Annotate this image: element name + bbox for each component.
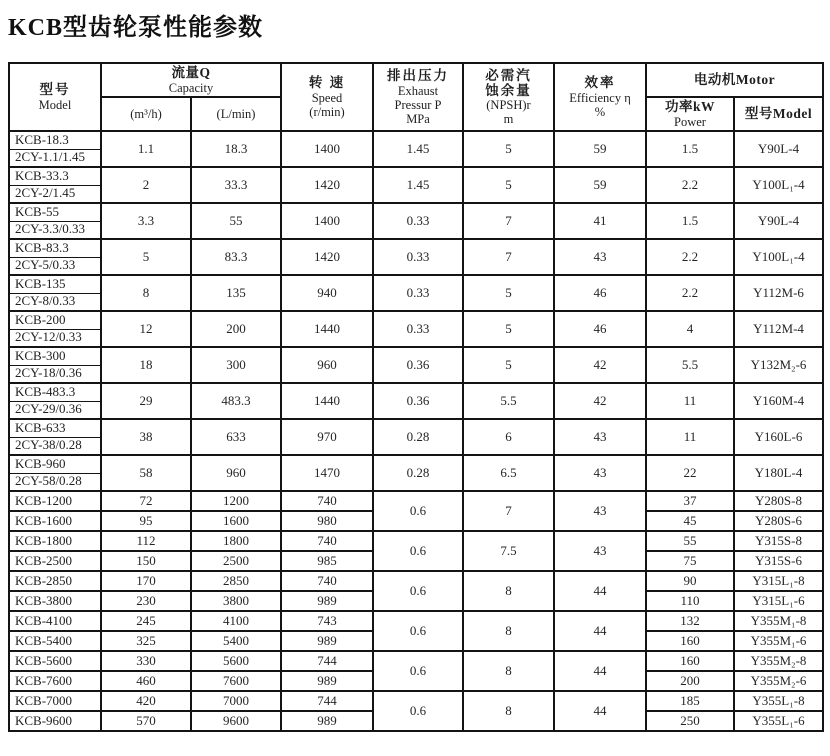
speed-cell: 740 xyxy=(281,491,373,511)
flow-m3h-cell: 230 xyxy=(101,591,191,611)
speed-cell: 744 xyxy=(281,651,373,671)
motor-model-cell: Y90L-4 xyxy=(734,131,823,167)
power-cell: 2.2 xyxy=(646,275,734,311)
header-npsh-unit: m xyxy=(503,112,514,127)
flow-lmin-cell: 5600 xyxy=(191,651,281,671)
table-row xyxy=(9,651,823,671)
speed-cell: 989 xyxy=(281,671,373,691)
power-cell: 2.2 xyxy=(646,239,734,275)
header-motor-power xyxy=(646,97,734,131)
header-motor-power-en: Power xyxy=(674,114,706,129)
efficiency-cell: 43 xyxy=(554,531,646,571)
flow-m3h-cell: 18 xyxy=(101,347,191,383)
flow-lmin-cell: 300 xyxy=(191,347,281,383)
npsh-cell: 5.5 xyxy=(463,383,554,419)
table-row xyxy=(9,419,823,437)
speed-cell: 1420 xyxy=(281,167,373,203)
power-cell: 1.5 xyxy=(646,131,734,167)
power-cell: 90 xyxy=(646,571,734,591)
header-efficiency-en: Efficiency η xyxy=(569,90,631,105)
model-cell: KCB-483.3 xyxy=(9,383,101,401)
model-cell: KCB-33.3 xyxy=(9,167,101,185)
model-cell: KCB-135 xyxy=(9,275,101,293)
speed-cell: 1440 xyxy=(281,311,373,347)
speed-cell: 989 xyxy=(281,711,373,731)
npsh-cell: 8 xyxy=(463,651,554,691)
flow-lmin-cell: 9600 xyxy=(191,711,281,731)
model-cell: KCB-5600 xyxy=(9,651,101,671)
header-pressure-en2: Pressur P xyxy=(394,97,442,112)
pressure-cell: 0.6 xyxy=(373,651,463,691)
speed-cell: 960 xyxy=(281,347,373,383)
motor-model-cell: Y355M₁-6 xyxy=(734,631,823,651)
motor-model-cell: Y315S-6 xyxy=(734,551,823,571)
header-speed xyxy=(281,63,373,131)
npsh-cell: 7 xyxy=(463,491,554,531)
model-cell: KCB-300 xyxy=(9,347,101,365)
efficiency-cell: 46 xyxy=(554,311,646,347)
model-cell: 2CY-58/0.28 xyxy=(9,473,101,491)
model-cell: KCB-7000 xyxy=(9,691,101,711)
efficiency-cell: 44 xyxy=(554,611,646,651)
speed-cell: 980 xyxy=(281,511,373,531)
header-pressure-en1: Exhaust xyxy=(397,83,439,98)
motor-model-cell: Y355L₁-6 xyxy=(734,711,823,731)
model-cell: KCB-55 xyxy=(9,203,101,221)
npsh-cell: 5 xyxy=(463,347,554,383)
flow-m3h-cell: 12 xyxy=(101,311,191,347)
header-model-zh: 型号 xyxy=(39,82,71,98)
table-row xyxy=(9,347,823,365)
header-npsh-zh2: 蚀余量 xyxy=(485,83,532,98)
motor-model-cell: Y355L₁-8 xyxy=(734,691,823,711)
speed-cell: 740 xyxy=(281,531,373,551)
speed-cell: 989 xyxy=(281,591,373,611)
table-row xyxy=(9,239,823,257)
flow-lmin-cell: 83.3 xyxy=(191,239,281,275)
speed-cell: 1440 xyxy=(281,383,373,419)
efficiency-cell: 42 xyxy=(554,383,646,419)
flow-lmin-cell: 483.3 xyxy=(191,383,281,419)
npsh-cell: 5 xyxy=(463,275,554,311)
model-cell: 2CY-1.1/1.45 xyxy=(9,149,101,167)
speed-cell: 743 xyxy=(281,611,373,631)
power-cell: 185 xyxy=(646,691,734,711)
header-capacity-en: Capacity xyxy=(168,80,214,95)
power-cell: 55 xyxy=(646,531,734,551)
model-cell: KCB-4100 xyxy=(9,611,101,631)
flow-lmin-cell: 1600 xyxy=(191,511,281,531)
flow-lmin-cell: 55 xyxy=(191,203,281,239)
pressure-cell: 0.6 xyxy=(373,691,463,731)
power-cell: 160 xyxy=(646,631,734,651)
efficiency-cell: 43 xyxy=(554,239,646,275)
header-pressure-unit: MPa xyxy=(406,111,430,126)
pressure-cell: 0.6 xyxy=(373,571,463,611)
table-row xyxy=(9,491,823,511)
npsh-cell: 6.5 xyxy=(463,455,554,491)
speed-cell: 1400 xyxy=(281,131,373,167)
header-speed-zh: 转 速 xyxy=(308,75,346,91)
pressure-cell: 1.45 xyxy=(373,167,463,203)
flow-lmin-cell: 960 xyxy=(191,455,281,491)
motor-model-cell: Y90L-4 xyxy=(734,203,823,239)
flow-m3h-cell: 330 xyxy=(101,651,191,671)
power-cell: 75 xyxy=(646,551,734,571)
page-title: KCB型齿轮泵性能参数 xyxy=(8,15,264,41)
motor-model-cell: Y112M-6 xyxy=(734,275,823,311)
header-capacity-zh: 流量Q xyxy=(171,65,211,81)
motor-model-cell: Y160M-4 xyxy=(734,383,823,419)
header-efficiency xyxy=(554,63,646,131)
npsh-cell: 8 xyxy=(463,691,554,731)
model-cell: KCB-1200 xyxy=(9,491,101,511)
npsh-cell: 5 xyxy=(463,167,554,203)
pump-performance-table xyxy=(8,62,824,732)
power-cell: 4 xyxy=(646,311,734,347)
table-row xyxy=(9,383,823,401)
header-npsh-zh1: 必需汽 xyxy=(485,67,532,83)
header-capacity-m3h xyxy=(101,97,191,131)
pressure-cell: 0.33 xyxy=(373,275,463,311)
flow-lmin-cell: 7600 xyxy=(191,671,281,691)
power-cell: 132 xyxy=(646,611,734,631)
speed-cell: 1400 xyxy=(281,203,373,239)
flow-lmin-cell: 135 xyxy=(191,275,281,311)
flow-lmin-cell: 2500 xyxy=(191,551,281,571)
efficiency-cell: 43 xyxy=(554,455,646,491)
pressure-cell: 1.45 xyxy=(373,131,463,167)
motor-model-cell: Y112M-4 xyxy=(734,311,823,347)
power-cell: 160 xyxy=(646,651,734,671)
pressure-cell: 0.33 xyxy=(373,311,463,347)
speed-cell: 970 xyxy=(281,419,373,455)
motor-model-cell: Y100L₁-4 xyxy=(734,167,823,203)
model-cell: KCB-1600 xyxy=(9,511,101,531)
flow-lmin-cell: 33.3 xyxy=(191,167,281,203)
motor-model-cell: Y315L₁-6 xyxy=(734,591,823,611)
pressure-cell: 0.28 xyxy=(373,455,463,491)
model-cell: 2CY-8/0.33 xyxy=(9,293,101,311)
motor-model-cell: Y132M₂-6 xyxy=(734,347,823,383)
model-cell: KCB-9600 xyxy=(9,711,101,731)
flow-m3h-cell: 8 xyxy=(101,275,191,311)
header-row-1 xyxy=(9,63,823,97)
table-row xyxy=(9,275,823,293)
motor-model-cell: Y355M₁-8 xyxy=(734,611,823,631)
header-capacity-lmin xyxy=(191,97,281,131)
model-cell: KCB-1800 xyxy=(9,531,101,551)
flow-m3h-cell: 245 xyxy=(101,611,191,631)
header-pressure-zh: 排出压力 xyxy=(387,68,449,84)
flow-m3h-cell: 460 xyxy=(101,671,191,691)
header-motor-model-label: 型号Model xyxy=(744,106,813,122)
efficiency-cell: 44 xyxy=(554,691,646,731)
pressure-cell: 0.36 xyxy=(373,347,463,383)
power-cell: 5.5 xyxy=(646,347,734,383)
header-speed-unit: (r/min) xyxy=(309,104,345,119)
flow-m3h-cell: 570 xyxy=(101,711,191,731)
motor-model-cell: Y315L₁-8 xyxy=(734,571,823,591)
power-cell: 1.5 xyxy=(646,203,734,239)
flow-m3h-cell: 3.3 xyxy=(101,203,191,239)
npsh-cell: 7.5 xyxy=(463,531,554,571)
flow-lmin-cell: 18.3 xyxy=(191,131,281,167)
speed-cell: 940 xyxy=(281,275,373,311)
flow-m3h-cell: 325 xyxy=(101,631,191,651)
model-cell: 2CY-18/0.36 xyxy=(9,365,101,383)
model-cell: 2CY-5/0.33 xyxy=(9,257,101,275)
power-cell: 37 xyxy=(646,491,734,511)
tbody-double-rows xyxy=(9,131,823,491)
speed-cell: 740 xyxy=(281,571,373,591)
table-row xyxy=(9,611,823,631)
efficiency-cell: 44 xyxy=(554,651,646,691)
table-row xyxy=(9,203,823,221)
model-cell: 2CY-12/0.33 xyxy=(9,329,101,347)
header-efficiency-zh: 效率 xyxy=(584,75,616,91)
table-row xyxy=(9,131,823,149)
model-cell: 2CY-2/1.45 xyxy=(9,185,101,203)
efficiency-cell: 46 xyxy=(554,275,646,311)
tbody-paired-rows xyxy=(9,491,823,731)
speed-cell: 989 xyxy=(281,631,373,651)
power-cell: 2.2 xyxy=(646,167,734,203)
table-row xyxy=(9,167,823,185)
pressure-cell: 0.33 xyxy=(373,239,463,275)
power-cell: 250 xyxy=(646,711,734,731)
pressure-cell: 0.6 xyxy=(373,531,463,571)
header-capacity-m3h-label: (m³/h) xyxy=(130,107,162,121)
header-efficiency-unit: % xyxy=(594,104,606,119)
efficiency-cell: 44 xyxy=(554,571,646,611)
power-cell: 110 xyxy=(646,591,734,611)
model-cell: KCB-200 xyxy=(9,311,101,329)
flow-m3h-cell: 38 xyxy=(101,419,191,455)
header-motor-power-zh: 功率kW xyxy=(664,99,715,115)
flow-lmin-cell: 4100 xyxy=(191,611,281,631)
flow-lmin-cell: 1200 xyxy=(191,491,281,511)
power-cell: 11 xyxy=(646,419,734,455)
flow-m3h-cell: 420 xyxy=(101,691,191,711)
pressure-cell: 0.28 xyxy=(373,419,463,455)
header-motor-zh: 电动机Motor xyxy=(693,72,776,88)
model-cell: KCB-960 xyxy=(9,455,101,473)
motor-model-cell: Y355M₂-8 xyxy=(734,651,823,671)
header-motor xyxy=(646,63,823,97)
model-cell: 2CY-38/0.28 xyxy=(9,437,101,455)
efficiency-cell: 43 xyxy=(554,419,646,455)
flow-m3h-cell: 58 xyxy=(101,455,191,491)
efficiency-cell: 59 xyxy=(554,167,646,203)
flow-m3h-cell: 2 xyxy=(101,167,191,203)
model-cell: KCB-18.3 xyxy=(9,131,101,149)
motor-model-cell: Y180L-4 xyxy=(734,455,823,491)
flow-lmin-cell: 633 xyxy=(191,419,281,455)
header-npsh xyxy=(463,63,554,131)
efficiency-cell: 43 xyxy=(554,491,646,531)
model-cell: 2CY-3.3/0.33 xyxy=(9,221,101,239)
speed-cell: 744 xyxy=(281,691,373,711)
flow-m3h-cell: 150 xyxy=(101,551,191,571)
efficiency-cell: 41 xyxy=(554,203,646,239)
model-cell: KCB-7600 xyxy=(9,671,101,691)
model-cell: KCB-2500 xyxy=(9,551,101,571)
npsh-cell: 5 xyxy=(463,311,554,347)
table-header xyxy=(9,63,823,131)
header-speed-en: Speed xyxy=(311,90,343,105)
flow-lmin-cell: 2850 xyxy=(191,571,281,591)
model-cell: 2CY-29/0.36 xyxy=(9,401,101,419)
model-cell: KCB-633 xyxy=(9,419,101,437)
flow-m3h-cell: 112 xyxy=(101,531,191,551)
efficiency-cell: 42 xyxy=(554,347,646,383)
table-row xyxy=(9,571,823,591)
npsh-cell: 8 xyxy=(463,611,554,651)
pressure-cell: 0.36 xyxy=(373,383,463,419)
motor-model-cell: Y280S-8 xyxy=(734,491,823,511)
flow-m3h-cell: 1.1 xyxy=(101,131,191,167)
motor-model-cell: Y315S-8 xyxy=(734,531,823,551)
flow-lmin-cell: 3800 xyxy=(191,591,281,611)
pressure-cell: 0.6 xyxy=(373,491,463,531)
table-row xyxy=(9,311,823,329)
pressure-cell: 0.6 xyxy=(373,611,463,651)
flow-lmin-cell: 5400 xyxy=(191,631,281,651)
header-pressure xyxy=(373,63,463,131)
motor-model-cell: Y355M₂-6 xyxy=(734,671,823,691)
table-row xyxy=(9,455,823,473)
flow-lmin-cell: 7000 xyxy=(191,691,281,711)
npsh-cell: 7 xyxy=(463,239,554,275)
model-cell: KCB-5400 xyxy=(9,631,101,651)
header-npsh-en: (NPSH)r xyxy=(486,98,531,113)
npsh-cell: 5 xyxy=(463,131,554,167)
efficiency-cell: 59 xyxy=(554,131,646,167)
npsh-cell: 8 xyxy=(463,571,554,611)
header-capacity-lmin-label: (L/min) xyxy=(216,107,256,121)
header-model xyxy=(9,63,101,131)
flow-m3h-cell: 72 xyxy=(101,491,191,511)
model-cell: KCB-3800 xyxy=(9,591,101,611)
header-model-en: Model xyxy=(38,97,72,112)
power-cell: 200 xyxy=(646,671,734,691)
speed-cell: 1420 xyxy=(281,239,373,275)
flow-lmin-cell: 1800 xyxy=(191,531,281,551)
flow-m3h-cell: 5 xyxy=(101,239,191,275)
header-motor-model xyxy=(734,97,823,131)
power-cell: 22 xyxy=(646,455,734,491)
motor-model-cell: Y160L-6 xyxy=(734,419,823,455)
speed-cell: 1470 xyxy=(281,455,373,491)
flow-m3h-cell: 95 xyxy=(101,511,191,531)
speed-cell: 985 xyxy=(281,551,373,571)
table-row xyxy=(9,691,823,711)
flow-m3h-cell: 170 xyxy=(101,571,191,591)
power-cell: 11 xyxy=(646,383,734,419)
table-row xyxy=(9,531,823,551)
npsh-cell: 6 xyxy=(463,419,554,455)
model-cell: KCB-2850 xyxy=(9,571,101,591)
pressure-cell: 0.33 xyxy=(373,203,463,239)
flow-lmin-cell: 200 xyxy=(191,311,281,347)
flow-m3h-cell: 29 xyxy=(101,383,191,419)
motor-model-cell: Y100L₁-4 xyxy=(734,239,823,275)
power-cell: 45 xyxy=(646,511,734,531)
model-cell: KCB-83.3 xyxy=(9,239,101,257)
motor-model-cell: Y280S-6 xyxy=(734,511,823,531)
npsh-cell: 7 xyxy=(463,203,554,239)
header-capacity xyxy=(101,63,281,97)
